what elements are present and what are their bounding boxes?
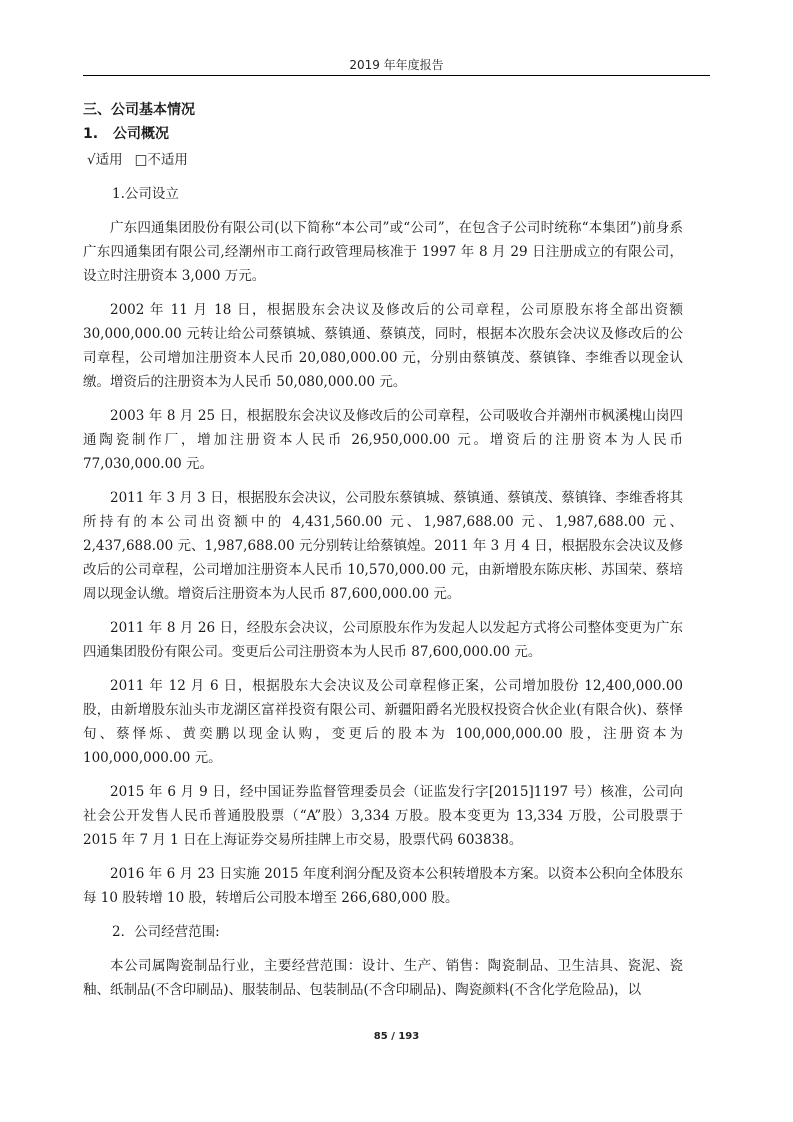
establishment-subheading: 1.公司设立 (112, 186, 179, 202)
paragraph-2011-august: 2011 年 8 月 26 日，经股东会决议，公司原股东作为发起人以发起方式将公司整体变更为广东四通集团股份有限公司。变更后公司注册资本为人民币 87,600,000.00 元。 (83, 620, 683, 660)
paragraph-2011-march: 2011 年 3 月 3 日，根据股东会决议，公司股东蔡镇城、蔡镇通、蔡镇茂、蔡镇锋、李维香将其所持有的本公司出资额中的 4,431,560.00 元、1,987,688.00 元、1,987,688.00 元、2,437,688.00 元、1,987,688.00 元分别转让给蔡镇煌。2011 年 3 月 4 日，根据股东会决议及修改后的公司章程，公司增加注册资本人民币 10,570,000.00 元，由新增股东陈庆彬、苏国荣、蔡培周以现金认缴。增资后注册资本为人民币 87,600,000.00 元。 (83, 490, 683, 602)
page-header: 2019 年年度报告 (349, 58, 444, 72)
subsection-heading (83, 122, 683, 146)
page-number: 85 / 193 (373, 1031, 420, 1042)
paragraph-business-scope: 本公司属陶瓷制品行业，主要经营范围：设计、生产、销售：陶瓷制品、卫生洁具、瓷泥、瓷釉、纸制品(不含印刷品)、服装制品、包装制品(不含印刷品)、陶瓷颜料(不含化学危险品)，以 (83, 958, 683, 998)
business-scope-subheading: 2．公司经营范围: (112, 924, 220, 940)
paragraph-2002-transfer: 2002 年 11 月 18 日，根据股东会决议及修改后的公司章程，公司原股东将全部出资额30,000,000.00 元转让给公司蔡镇城、蔡镇通、蔡镇茂，同时，根据本次股东会决议及修改后的公司章程，公司增加注册资本人民币 20,080,000.00 元，分别由蔡镇茂、蔡镇锋、李维香以现金认缴。增资后的注册资本为人民币 50,080,000.00 元。 (83, 302, 683, 390)
paragraph-2003-merger: 2003 年 8 月 25 日，根据股东会决议及修改后的公司章程，公司吸收合并潮州市枫溪槐山岗四通陶瓷制作厂，增加注册资本人民币 26,950,000.00 元。增资后的注册资本为人民币77,030,000.00 元。 (83, 408, 683, 472)
applicable-option: √适用 (87, 152, 123, 168)
header-divider (83, 75, 710, 76)
paragraph-establishment: 广东四通集团股份有限公司(以下简称“本公司”或“公司”，在包含子公司时统称“本集团”)前身系广东四通集团有限公司,经潮州市工商行政管理局核准于 1997 年 8 月 29 日注册成立的有限公司，设立时注册资本 3,000 万元。 (83, 220, 683, 284)
section-heading: 三、公司基本情况 (83, 102, 195, 118)
document-body (83, 98, 683, 1002)
not-applicable-option: □不适用 (134, 152, 188, 168)
subsection-number: 1. (83, 126, 99, 142)
paragraph-2015-listing: 2015 年 6 月 9 日，经中国证券监督管理委员会（证监发行字[2015]1197 号）核准，公司向社会公开发售人民币普通股股票（“A”股）3,334 万股。股本变更为 13,334 万股，公司股票于 2015 年 7 月 1 日在上海证券交易所挂牌上市交易，股票代码 603838。 (83, 784, 683, 848)
paragraph-2011-december: 2011 年 12 月 6 日，根据股东大会决议及公司章程修正案，公司增加股份 12,400,000.00 股，由新增股东汕头市龙湖区富祥投资有限公司、新疆阳爵名光股权投资合伙企业(有限合伙)、蔡怿旬、蔡怿烁、黄奕鹏以现金认购，变更后的股本为 100,000,000.00 股，注册资本为 100,000,000.00 元。 (83, 678, 683, 766)
paragraph-2016-capitalization: 2016 年 6 月 23 日实施 2015 年度利润分配及资本公积转增股本方案。以资本公积向全体股东每 10 股转增 10 股，转增后公司股本增至 266,680,000 股。 (83, 866, 683, 906)
applicability-options (87, 148, 683, 172)
subsection-title: 公司概况 (113, 126, 169, 142)
